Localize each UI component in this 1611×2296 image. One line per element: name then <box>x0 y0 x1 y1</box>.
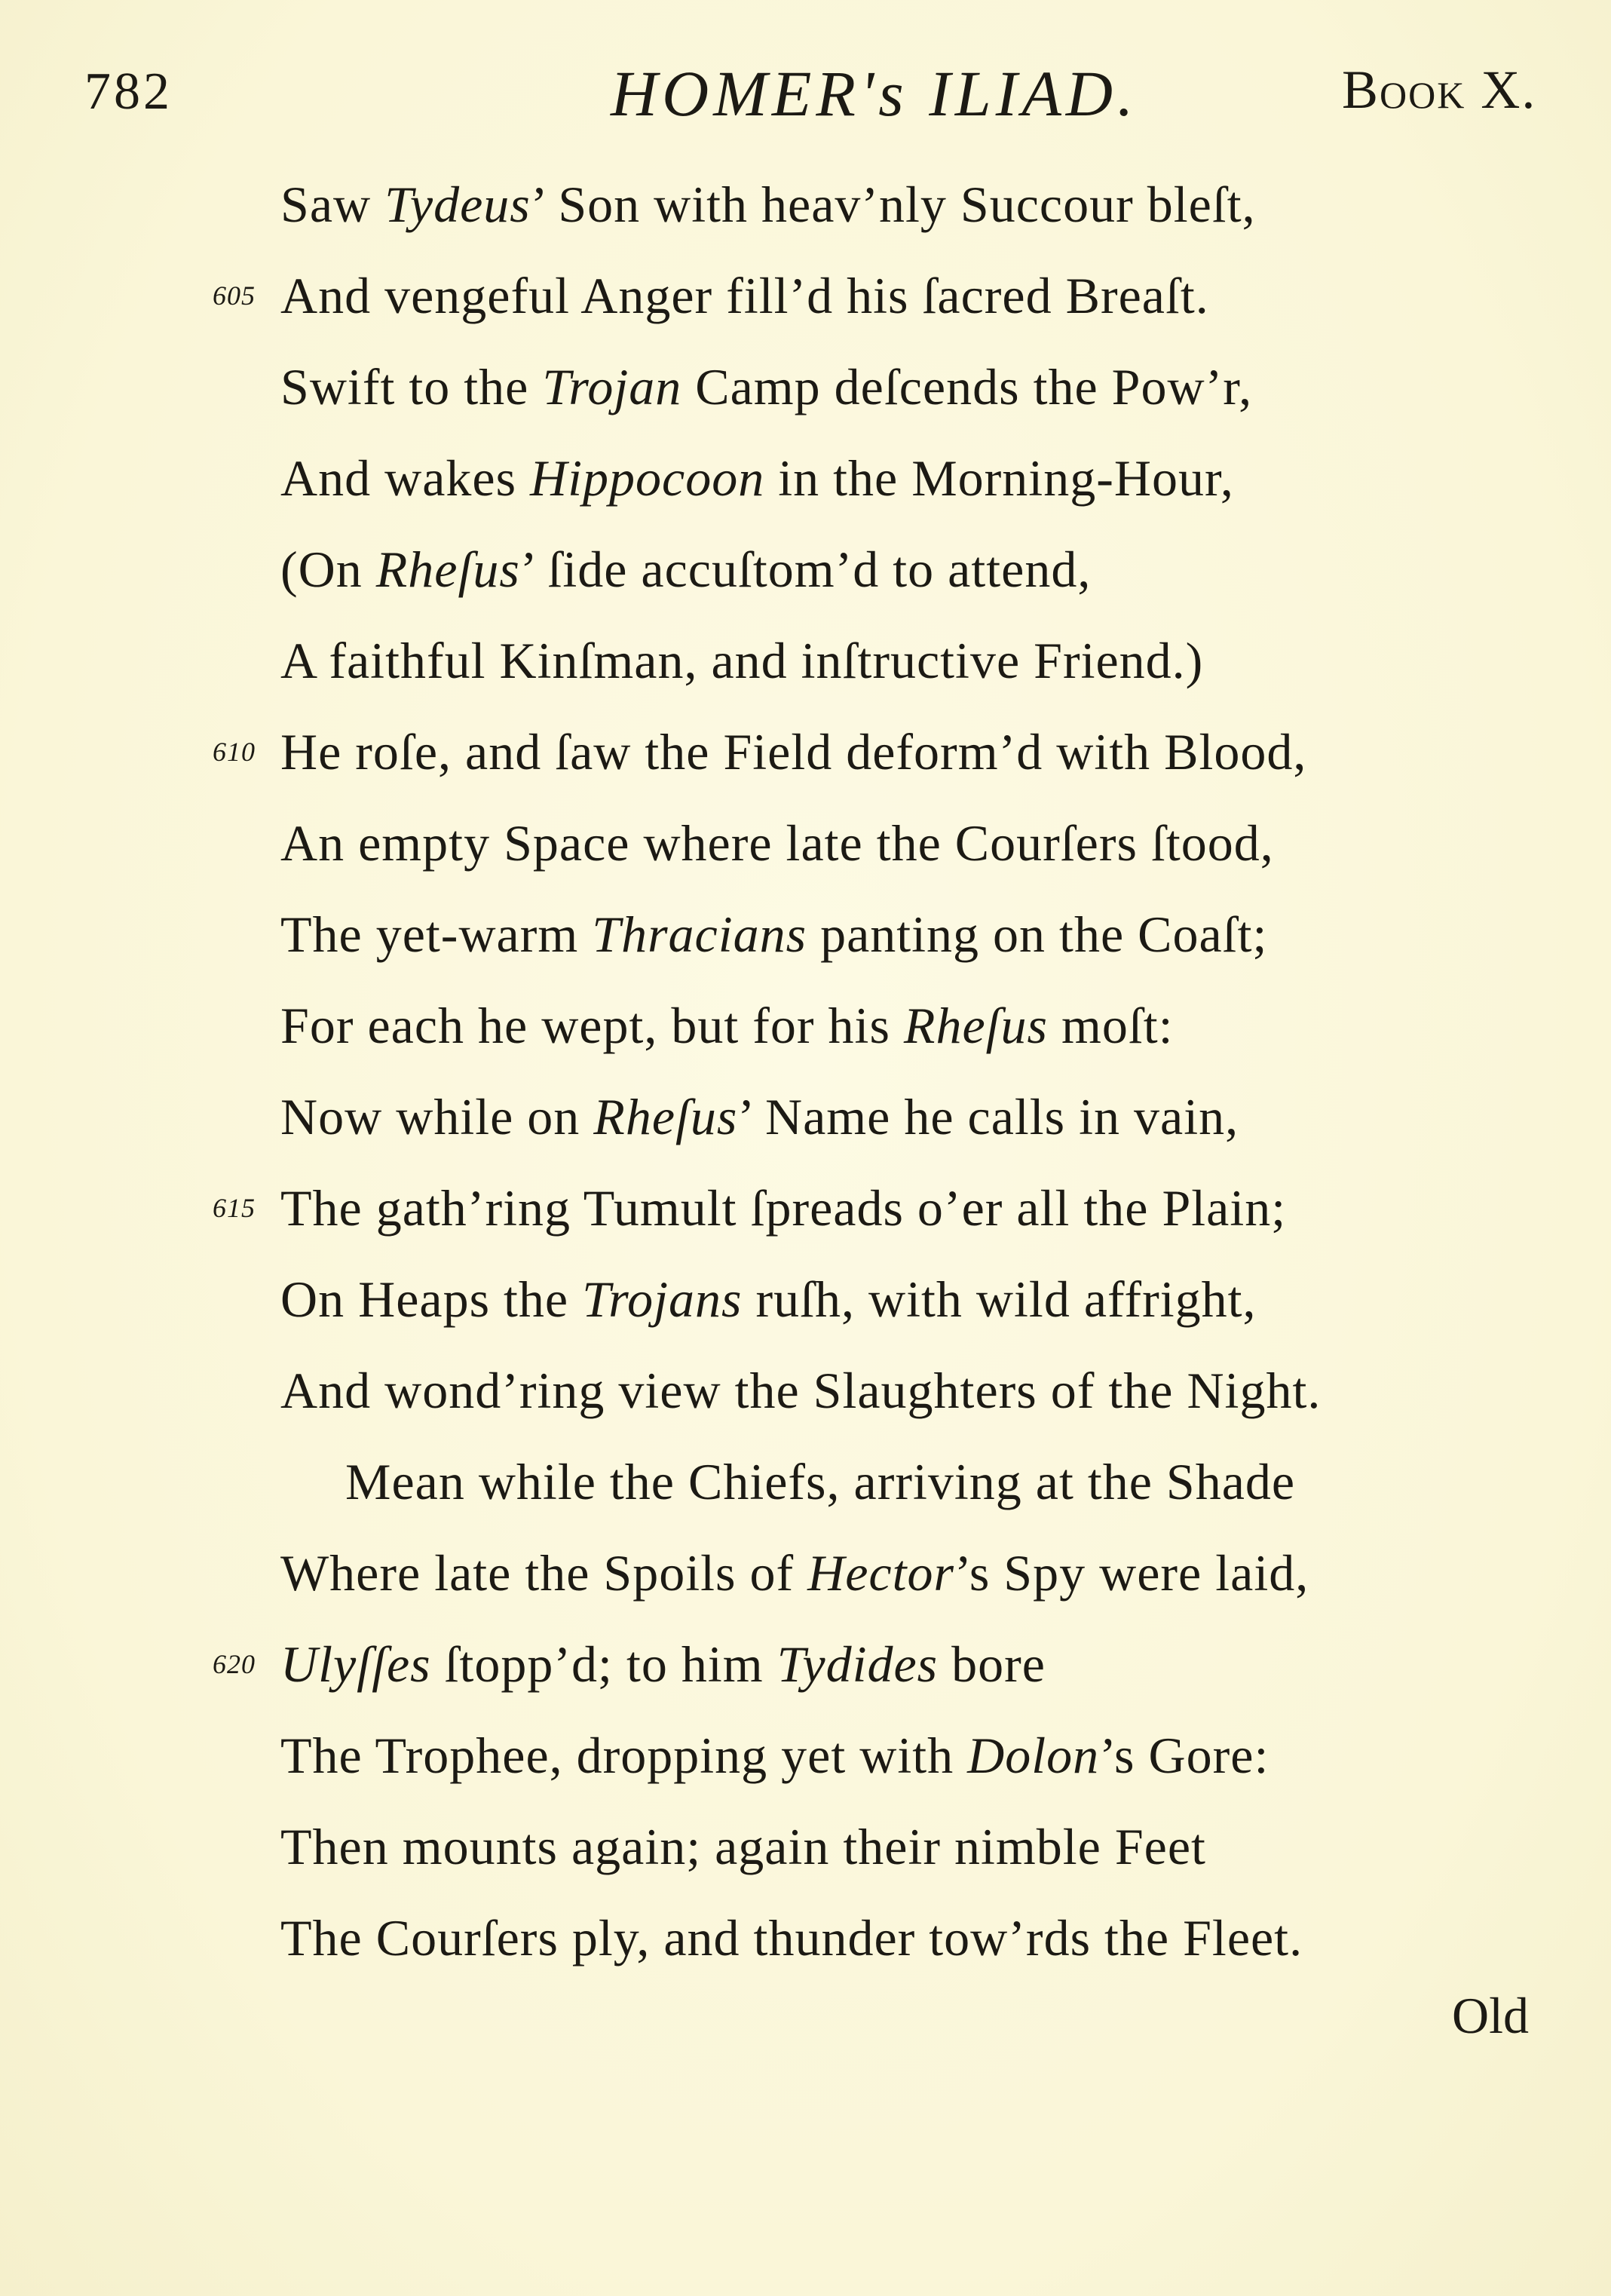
catchword: Old <box>1452 1987 1529 2044</box>
verse-text: ſtopp’d; to him <box>430 1635 777 1693</box>
verse-text: panting on the Coaſt; <box>807 906 1268 963</box>
line-number: 615 <box>213 1193 256 1223</box>
verse-text: ruſh, with wild affright, <box>742 1271 1257 1328</box>
verse-text: On Heaps the <box>280 1271 583 1328</box>
verse-line <box>280 1539 1309 1607</box>
verse-text: moſt: <box>1048 997 1174 1054</box>
line-number: 610 <box>213 737 256 767</box>
verse-text: He roſe, and ſaw the Field deform’d with Blood, <box>280 723 1307 780</box>
verse-italic-name: Thracians <box>592 906 807 963</box>
book-word: Book <box>1342 60 1466 120</box>
verse-italic-name: Tydeus <box>384 176 531 233</box>
verse-line <box>280 1083 1239 1151</box>
line-number: 620 <box>213 1649 256 1679</box>
verse-text: An empty Space where late the Courſers ſtood, <box>280 814 1274 872</box>
verse-text: ’ Son with heav’nly Succour bleſt, <box>530 176 1256 233</box>
running-header <box>0 57 1611 130</box>
verse-line <box>280 353 1252 421</box>
book-label <box>1342 59 1536 121</box>
verse-line <box>280 627 1203 694</box>
verse-line <box>280 992 1174 1059</box>
verse-text: A faithful Kinſman, and inſtructive Friend.) <box>280 632 1204 689</box>
verse-line <box>280 718 1306 786</box>
verse-italic-name: Rheſus <box>593 1088 738 1145</box>
verse-text: Saw <box>280 176 385 233</box>
verse-text: Swift to the <box>280 358 543 415</box>
verse-line <box>280 809 1274 877</box>
verse-italic-name: Trojan <box>542 358 682 415</box>
verse-text: The Trophee, dropping yet with <box>280 1727 968 1784</box>
verse-italic-name: Hector <box>807 1544 954 1602</box>
verse-text: (On <box>280 541 376 598</box>
verse-text: ’ ſide accuſtom’d to attend, <box>519 541 1092 598</box>
verse-line <box>280 1721 1269 1789</box>
verse-text: Mean while the Chiefs, arriving at the Shade <box>345 1453 1296 1510</box>
verse-text: ’s Spy were laid, <box>954 1544 1309 1602</box>
verse-text: bore <box>938 1635 1046 1693</box>
book-number: X. <box>1481 60 1537 120</box>
verse-text: The yet-warm <box>280 906 593 963</box>
verse-line <box>280 900 1267 968</box>
verse-text: And vengeful Anger fill’d his ſacred Breaſt. <box>280 267 1209 324</box>
verse-italic-name: Rheſus <box>903 997 1048 1054</box>
verse-text: Camp deſcends the Pow’r, <box>681 358 1253 415</box>
verse-text: Now while on <box>280 1088 594 1145</box>
verse-line <box>280 170 1256 238</box>
verse-text: The Courſers ply, and thunder tow’rds the Fleet. <box>280 1909 1303 1966</box>
running-title: HOMER's ILIAD. <box>611 57 1138 130</box>
verse-line <box>280 1813 1206 1881</box>
verse-text: The gath’ring Tumult ſpreads o’er all the Plain; <box>280 1179 1287 1237</box>
verse-line <box>280 1174 1286 1242</box>
verse-line <box>280 1904 1303 1972</box>
verse-line <box>280 444 1234 512</box>
verse-line <box>280 535 1091 603</box>
verse-text: ’s Gore: <box>1099 1727 1270 1784</box>
verse-italic-name: Tydides <box>776 1635 939 1693</box>
verse-italic-name: Rheſus <box>375 541 520 598</box>
verse-text: For each he wept, but for his <box>280 997 904 1054</box>
verse-text: in the Morning-Hour, <box>764 449 1234 507</box>
verse-italic-name: Dolon <box>967 1727 1100 1784</box>
verse-line <box>280 262 1209 330</box>
verse-text: And wakes <box>280 449 531 507</box>
verse-line <box>345 1448 1295 1516</box>
verse-italic-name: Trojans <box>582 1271 743 1328</box>
page-number: 782 <box>84 63 173 121</box>
verse-italic-name: Ulyſſes <box>280 1635 431 1693</box>
line-number: 605 <box>213 280 256 311</box>
verse-line <box>280 1265 1257 1333</box>
verse-italic-name: Hippocoon <box>530 449 765 507</box>
verse-line <box>280 1630 1046 1698</box>
verse-line <box>280 1356 1321 1424</box>
verse-text: ’ Name he calls in vain, <box>737 1088 1239 1145</box>
verse-text: And wond’ring view the Slaughters of the Night. <box>280 1362 1322 1419</box>
verse-text: Where late the Spoils of <box>280 1544 808 1602</box>
verse-text: Then mounts again; again their nimble Feet <box>280 1818 1206 1875</box>
